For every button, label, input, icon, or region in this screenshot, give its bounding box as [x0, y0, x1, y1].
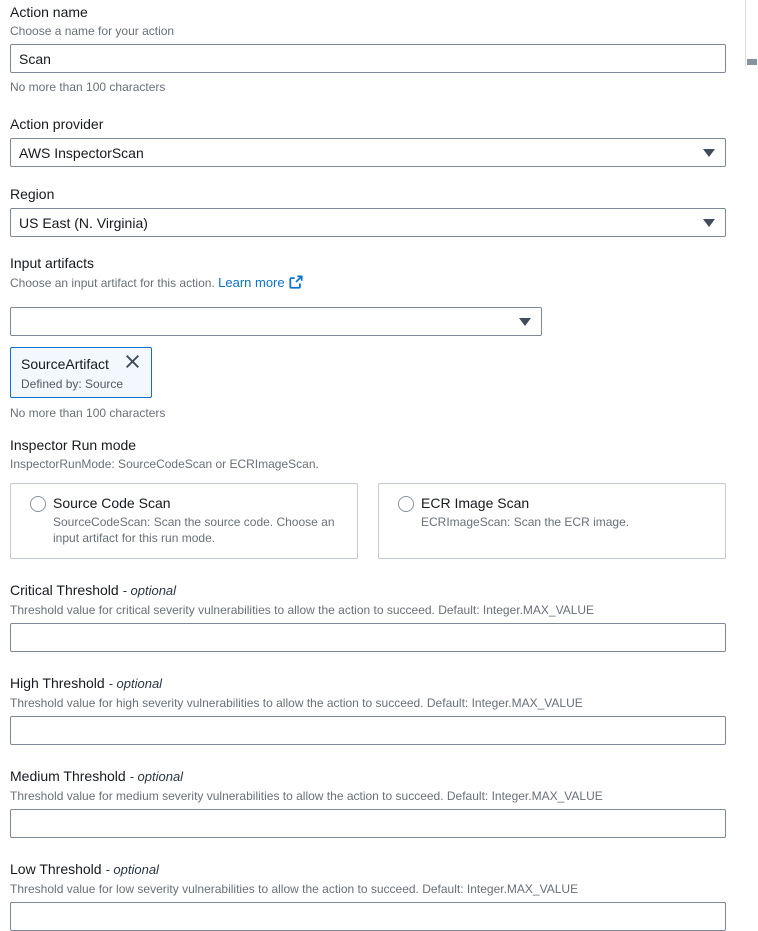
tile-source-code-scan[interactable] [10, 483, 358, 559]
field-high-threshold [10, 675, 726, 745]
high-threshold-label-text: High Threshold [10, 675, 105, 691]
critical-threshold-description: Threshold value for critical severity vulnerabilities to allow the action to succeed. Default: Integer.MAX_VALUE [10, 603, 595, 617]
low-threshold-description: Threshold value for low severity vulnerabilities to allow the action to succeed. Default: Integer.MAX_VALUE [10, 882, 579, 896]
radio-icon[interactable] [30, 496, 46, 512]
tile-ecr-image-scan-description: ECRImageScan: Scan the ECR image. [421, 515, 630, 529]
run-mode-description: InspectorRunMode: SourceCodeScan or ECRImageScan. [10, 457, 319, 471]
external-link-icon [289, 275, 303, 292]
token-dismiss-button[interactable] [124, 353, 141, 375]
artifact-token-sublabel: Defined by: Source [21, 377, 124, 391]
critical-threshold-label-text: Critical Threshold [10, 582, 119, 598]
medium-threshold-label-text: Medium Threshold [10, 768, 126, 784]
high-threshold-input[interactable] [10, 716, 726, 745]
region-selected-value: US East (N. Virginia) [19, 214, 148, 231]
field-medium-threshold [10, 768, 726, 838]
field-run-mode [10, 437, 726, 559]
field-action-name [10, 4, 726, 95]
medium-threshold-description: Threshold value for medium severity vulnerabilities to allow the action to succeed. Default: Integer.MAX_VALUE [10, 789, 603, 803]
medium-threshold-input[interactable] [10, 809, 726, 838]
optional-suffix: - optional [108, 676, 163, 691]
run-mode-tiles [10, 483, 726, 559]
high-threshold-label [10, 675, 726, 692]
scrollbar-thumb[interactable] [747, 59, 757, 65]
input-artifacts-constraint: No more than 100 characters [10, 406, 166, 420]
scrollbar-track[interactable] [745, 0, 758, 66]
input-artifacts-select[interactable] [10, 307, 542, 336]
artifact-token [10, 347, 152, 398]
artifact-token-label: SourceArtifact [21, 356, 109, 372]
run-mode-label: Inspector Run mode [10, 437, 137, 453]
tile-source-code-scan-description: SourceCodeScan: Scan the source code. Choose an input artifact for this run mode. [53, 515, 335, 545]
input-artifacts-label: Input artifacts [10, 255, 95, 271]
action-name-constraint: No more than 100 characters [10, 80, 166, 94]
action-provider-select[interactable] [10, 138, 726, 167]
caret-down-icon [519, 318, 531, 326]
field-action-provider [10, 116, 726, 167]
low-threshold-input[interactable] [10, 902, 726, 931]
medium-threshold-label [10, 768, 726, 785]
input-artifacts-description-text: Choose an input artifact for this action. [10, 276, 215, 290]
field-input-artifacts [10, 255, 726, 421]
critical-threshold-input[interactable] [10, 623, 726, 652]
tile-source-code-scan-label: Source Code Scan [53, 495, 171, 511]
caret-down-icon [703, 219, 715, 227]
input-artifacts-description [10, 275, 726, 292]
optional-suffix: - optional [129, 769, 184, 784]
learn-more-link[interactable] [218, 275, 302, 290]
close-icon [124, 353, 141, 375]
optional-suffix: - optional [122, 583, 177, 598]
action-name-label: Action name [10, 4, 88, 20]
action-provider-selected-value: AWS InspectorScan [19, 144, 144, 161]
learn-more-label: Learn more [218, 275, 285, 290]
low-threshold-label-text: Low Threshold [10, 861, 102, 877]
tile-ecr-image-scan[interactable] [378, 483, 726, 559]
tile-ecr-image-scan-label: ECR Image Scan [421, 495, 530, 511]
critical-threshold-label [10, 582, 726, 599]
field-low-threshold [10, 861, 726, 931]
region-select[interactable] [10, 208, 726, 237]
field-critical-threshold [10, 582, 726, 652]
high-threshold-description: Threshold value for high severity vulnerabilities to allow the action to succeed. Default: Integer.MAX_VALUE [10, 696, 583, 710]
action-name-description: Choose a name for your action [10, 24, 175, 38]
action-provider-label: Action provider [10, 116, 104, 132]
low-threshold-label [10, 861, 726, 878]
radio-icon[interactable] [398, 496, 414, 512]
region-label: Region [10, 186, 55, 202]
caret-down-icon [703, 149, 715, 157]
action-name-input[interactable] [10, 44, 726, 73]
field-region [10, 186, 726, 237]
optional-suffix: - optional [105, 862, 159, 877]
